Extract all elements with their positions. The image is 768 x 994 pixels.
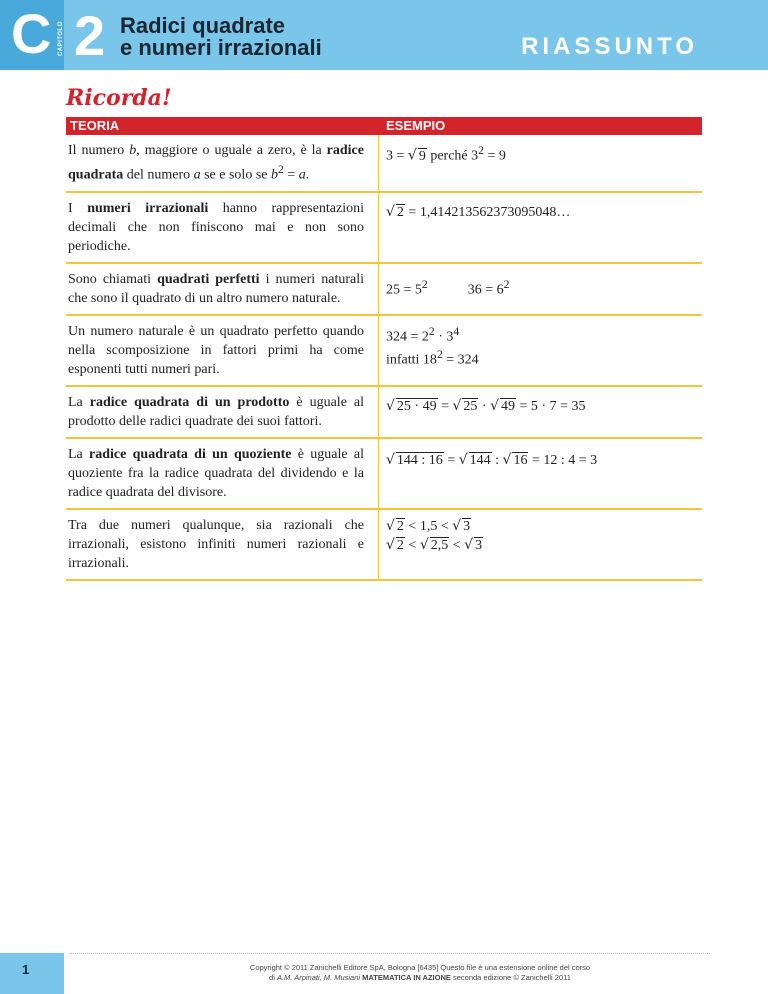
table-header: [66, 117, 702, 135]
chapter-title-line1: Radici quadrate: [120, 13, 286, 38]
chapter-title-line2: e numeri irrazionali: [120, 35, 322, 60]
table-row: [66, 510, 702, 581]
page-number: 1: [22, 962, 30, 977]
table-row: [66, 387, 702, 439]
sqrt-icon: √: [386, 517, 395, 534]
chapter-label: CAPITOLO: [58, 21, 64, 56]
column-header-teoria: TEORIA: [70, 118, 120, 133]
table-row: [66, 439, 702, 510]
teoria-cell: Sono chiamati quadrati perfetti i numeri naturali che sono il quadrato di un altro numero naturale.: [68, 271, 364, 306]
esempio-cell: 3 = √ 9 perché $3^2 = 9$: [386, 144, 506, 164]
sqrt-icon: √: [419, 536, 429, 553]
copyright-notice: Copyright © 2011 Zanichelli Editore SpA, Bologna [6435] Questo file è una estensione online del corso di A.M. Arpinati, M. Musiani MATEMATICA IN AZIONE seconda edizione © Zanichelli 2011: [249, 963, 591, 982]
column-divider: [378, 193, 379, 262]
table-row: [66, 264, 702, 316]
teoria-cell: Il numero b, maggiore o uguale a zero, è la radice quadrata del numero a se e solo se $b^2 = a$.: [68, 143, 364, 183]
column-divider: [378, 135, 379, 191]
sqrt-icon: √: [452, 397, 462, 414]
esempio-cell: √ 2 = 1,414213562373095048…: [386, 203, 571, 220]
column-header-esempio: ESEMPIO: [386, 118, 446, 133]
esempio-cell: √ 2 < 1,5 < √ 3 √ 2 < √ 2,5 < √ 3: [386, 517, 483, 553]
teoria-cell: La radice quadrata di un prodotto è uguale al prodotto delle radici quadrate dei suoi fattori.: [68, 394, 364, 429]
sqrt-icon: √: [502, 451, 512, 468]
esempio-cell: √ 144 : 16 = √ 144 : √ 16 = 12 : 4 = 3: [386, 451, 598, 468]
column-divider: [378, 439, 379, 508]
column-divider: [378, 316, 379, 385]
chapter-header: [0, 0, 768, 70]
teoria-cell: Un numero naturale è un quadrato perfetto quando nella scomposizione in fattori primi ha come esponenti tutti numeri pari.: [68, 323, 364, 377]
footer-divider: [70, 953, 710, 954]
table-row: [66, 316, 702, 387]
teoria-cell: Tra due numeri qualunque, sia razionali che irrazionali, esistono infiniti numeri razionali e irrazionali.: [68, 517, 364, 571]
table-row: [66, 193, 702, 264]
section-label: RIASSUNTO: [521, 33, 698, 60]
sqrt-icon: √: [407, 147, 417, 164]
column-divider: [378, 510, 379, 579]
esempio-cell: $324 = 2^2 \cdot 3^4$ infatti $18^2 = 324$: [386, 324, 479, 368]
summary-table: [66, 117, 702, 581]
column-divider: [378, 387, 379, 437]
chapter-title: [120, 15, 322, 59]
table-row: [66, 135, 702, 193]
esempio-cell: √ 25 · 49 = √ 25 · √ 49 = 5 · 7 = 35: [386, 397, 586, 414]
sqrt-icon: √: [464, 536, 474, 553]
column-divider: [378, 264, 379, 314]
sqrt-icon: √: [458, 451, 468, 468]
sqrt-icon: √: [386, 451, 395, 468]
sqrt-icon: √: [490, 397, 500, 414]
page-number-block: [0, 953, 64, 994]
sqrt-icon: √: [452, 517, 462, 534]
ricorda-heading: Ricorda!: [66, 85, 172, 111]
sqrt-icon: √: [386, 203, 395, 220]
esempio-cell: $25 = 5^2$ $36 = 6^2$: [386, 277, 510, 298]
chapter-number: 2: [74, 4, 106, 67]
teoria-cell: I numeri irrazionali hanno rappresentazioni decimali che non finiscono mai e non sono periodiche.: [68, 200, 364, 254]
sqrt-icon: √: [386, 397, 395, 414]
teoria-cell: La radice quadrata di un quoziente è uguale al quoziente fra la radice quadrata del dividendo e la radice quadrata del divisore.: [68, 446, 364, 500]
sqrt-icon: √: [386, 536, 395, 553]
chapter-letter: C: [11, 2, 52, 65]
